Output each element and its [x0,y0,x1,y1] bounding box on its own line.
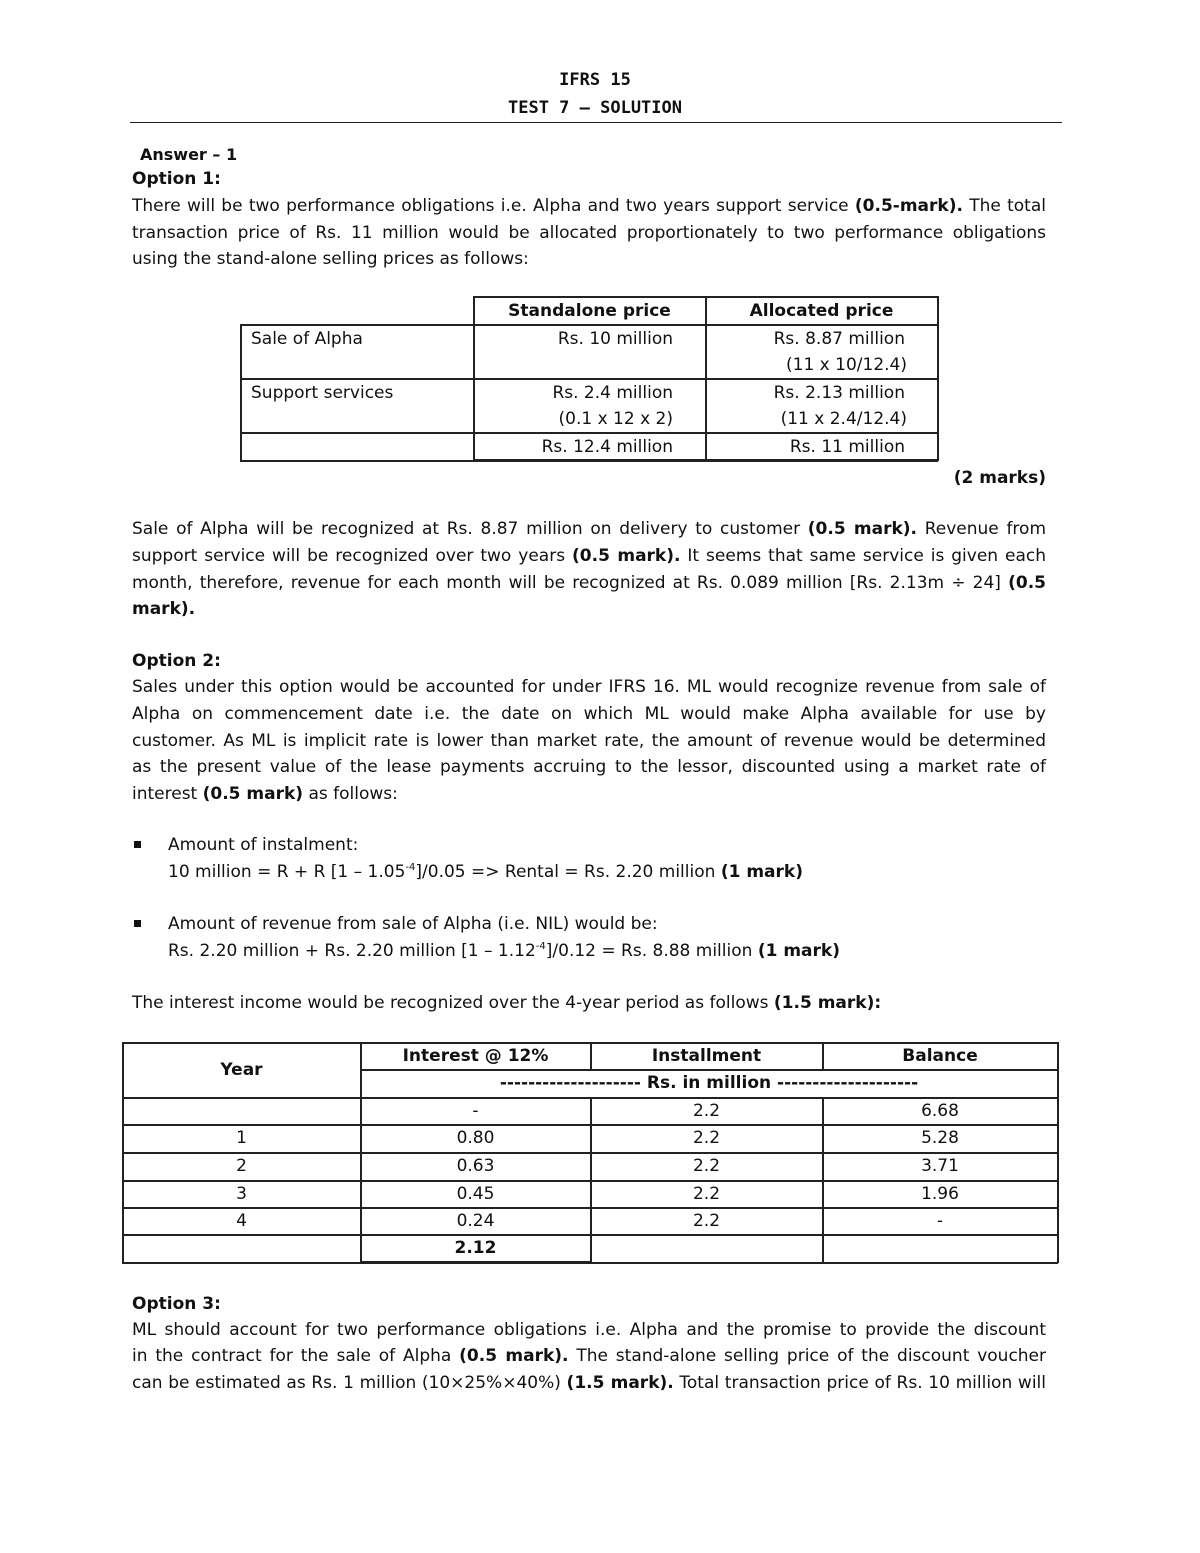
cell-balance: 1.96 [921,1184,959,1204]
interest-total: 2.12 [454,1238,497,1258]
option1-para-line1: There will be two performance obligations i.e. Alpha and two years support service (0.5-mark). The total [132,196,1046,216]
option3-line2: in the contract for the sale of Alpha (0.5 mark). The stand-alone selling price of the discount voucher [132,1346,1047,1366]
header-installment: Installment [651,1046,762,1066]
cell-installment: 2.2 [692,1156,721,1176]
option1-para-line2: transaction price of Rs. 11 million would be allocated proportionately to two performance obligations [132,223,1046,243]
option3-line1: ML should account for two performance obligations i.e. Alpha and the promise to provide the discount [132,1320,1046,1340]
cell-installment: 2.2 [692,1128,721,1148]
cell-interest: 0.80 [456,1128,495,1148]
option2-heading: Option 2: [132,651,221,671]
standalone-support-calc: (0.1 x 12 x 2) [558,409,673,429]
option1-para2-line4: mark). [132,599,196,619]
bullet1-label: Amount of instalment: [168,835,359,855]
bullet2-label: Amount of revenue from sale of Alpha (i.e. NIL) would be: [168,914,658,934]
cell-interest: 0.45 [456,1184,495,1204]
option1-para2-line3: month, therefore, revenue for each month will be recognized at Rs. 0.089 million [Rs. 2.13m ÷ 24] (0.5 [132,573,1046,593]
bullet2-formula: Rs. 2.20 million + Rs. 2.20 million $[1 - 1.12^{-4}]/0.12 = Rs$. 8.88 million (1 mark) [168,941,840,961]
cell-interest: 0.24 [456,1211,495,1231]
option3-heading: Option 3: [132,1294,221,1314]
option1-para-line3: using the stand-alone selling prices as follows: [132,249,529,269]
option2-line3: customer. As ML is implicit rate is lower than market rate, the amount of revenue would be determined [132,731,1046,751]
bullet-icon [134,841,141,848]
header-allocated-price: Allocated price [749,301,894,321]
cell-year: 2 [236,1156,247,1176]
cell-balance: - [936,1211,944,1231]
cell-year: 1 [236,1128,247,1148]
cell-interest: - [472,1101,479,1121]
standalone-alpha: Rs. 10 million [557,329,673,349]
allocated-support: Rs. 2.13 million [773,383,905,403]
cell-year: 3 [236,1184,247,1204]
allocated-alpha-calc: (11 x 10/12.4) [786,355,907,375]
unit-row: -------------------- Rs. in million -------------------- [499,1073,919,1093]
row-label-support-services: Support services [251,383,394,403]
option2-line4: as the present value of the lease payments accruing to the lessor, discounted using a market rate of [132,757,1046,777]
allocated-alpha: Rs. 8.87 million [773,329,905,349]
header-year: Year [220,1060,263,1080]
option1-para2-line2: support service will be recognized over two years (0.5 mark). It seems that same service is given each [132,546,1047,566]
document-title: IFRS 15 [559,70,631,90]
option1-heading: Option 1: [132,169,221,189]
cell-year: 4 [236,1211,247,1231]
option3-line3: can be estimated as Rs. 1 million (10×25%×40%) (1.5 mark). Total transaction price of Rs. 10 million will [132,1373,1046,1393]
row-label-sale-of-alpha: Sale of Alpha [251,329,363,349]
interest-intro: The interest income would be recognized over the 4-year period as follows (1.5 mark): [132,993,882,1013]
allocated-support-calc: (11 x 2.4/12.4) [780,409,907,429]
document-subtitle: TEST 7 – SOLUTION [508,98,682,118]
cell-installment: 2.2 [692,1101,721,1121]
cell-balance: 5.28 [921,1128,959,1148]
cell-installment: 2.2 [692,1184,721,1204]
bullet1-formula: 10 million = R + R $[1 - 1.05^{-4}]/0.05$ => Rental = Rs. 2.20 million (1 mark) [168,862,803,882]
option2-line2: Alpha on commencement date i.e. the date on which ML would make Alpha available for use by [132,704,1046,724]
cell-interest: 0.63 [456,1156,495,1176]
standalone-total: Rs. 12.4 million [541,437,673,457]
header-interest: Interest @ 12% [402,1046,549,1066]
standalone-support: Rs. 2.4 million [552,383,673,403]
answer-label: Answer – 1 [140,145,238,164]
cell-balance: 3.71 [921,1156,959,1176]
allocated-total: Rs. 11 million [789,437,905,457]
cell-balance: 6.68 [921,1101,959,1121]
option2-line5: interest (0.5 mark) as follows: [132,784,398,804]
option1-marks: (2 marks) [953,468,1046,488]
header-balance: Balance [902,1046,978,1066]
header-standalone-price: Standalone price [508,301,671,321]
option2-line1: Sales under this option would be accounted for under IFRS 16. ML would recognize revenue from sale of [132,677,1046,697]
option1-para2-line1: Sale of Alpha will be recognized at Rs. 8.87 million on delivery to customer (0.5 mark). Revenue from [132,519,1047,539]
header-rule [130,122,1062,123]
bullet-icon [134,920,141,927]
cell-installment: 2.2 [692,1211,721,1231]
